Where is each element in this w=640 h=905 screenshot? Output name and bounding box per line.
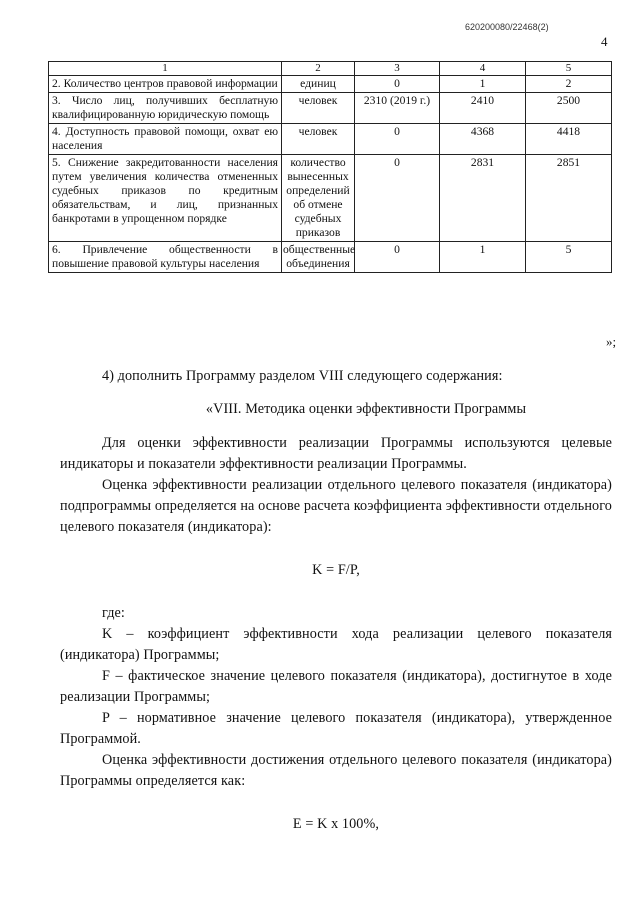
indicator-value: 0: [355, 76, 440, 93]
indicator-value: 0: [355, 124, 440, 155]
column-header: 2: [282, 62, 355, 76]
indicator-value: 0: [355, 155, 440, 242]
indicator-name: 6. Привлечение общественности в повышение правовой культуры населения: [49, 242, 282, 273]
indicator-name: 4. Доступность правовой помощи, охват ею населения: [49, 124, 282, 155]
indicator-value: 2410: [440, 93, 526, 124]
indicator-unit: количество вынесенных определений об отмене судебных приказов: [282, 155, 355, 242]
methodology-body: [60, 433, 612, 835]
column-header: 4: [440, 62, 526, 76]
page-number: 4: [601, 34, 608, 49]
column-header: 5: [526, 62, 612, 76]
indicator-value: 1: [440, 242, 526, 273]
indicator-value: 4368: [440, 124, 526, 155]
formula-e: E = K x 100%,: [292, 816, 380, 832]
paragraph: Оценка эффективности реализации отдельного целевого показателя (индикатора) подпрограммы определяется на основе расчета коэффициента эффективности отдельного целевого показателя (индикатора):: [60, 477, 612, 535]
indicator-name: 5. Снижение закредитованности населения путем увеличения количества отмененных судебных приказов по кредитным обязательствам, и лиц, признанных банкротами в упрощенном порядке: [49, 155, 282, 242]
indicator-value: 2831: [440, 155, 526, 242]
indicator-unit: человек: [282, 124, 355, 155]
indicator-value: 5: [526, 242, 612, 273]
definition-k: K – коэффициент эффективности хода реализации целевого показателя (индикатора) Программы;: [60, 626, 612, 663]
formula-k: K = F/P,: [312, 562, 360, 578]
indicator-value: 2500: [526, 93, 612, 124]
indicators-table: [48, 61, 612, 273]
amendment-paragraph: [60, 366, 612, 387]
indicator-value: 0: [355, 242, 440, 273]
indicator-value: 2851: [526, 155, 612, 242]
where-label: где:: [102, 605, 125, 621]
column-header: 3: [355, 62, 440, 76]
indicator-name: 3. Число лиц, получивших бесплатную квалифицированную юридическую помощь: [49, 93, 282, 124]
indicator-unit: общественные объединения: [282, 242, 355, 273]
column-header: 1: [49, 62, 282, 76]
amendment-text: 4) дополнить Программу разделом VIII следующего содержания:: [102, 368, 503, 384]
table-row: [49, 124, 612, 155]
indicator-value: 1: [440, 76, 526, 93]
table-row: [49, 76, 612, 93]
table-closing-quote: »;: [606, 334, 617, 349]
section-heading-block: [60, 399, 612, 420]
table-row: [49, 155, 612, 242]
indicator-value: 2310 (2019 г.): [355, 93, 440, 124]
table-row: [49, 93, 612, 124]
table-row: [49, 242, 612, 273]
document-code: 620200080/22468(2): [465, 22, 549, 32]
indicator-value: 4418: [526, 124, 612, 155]
paragraph: Для оценки эффективности реализации Программы используются целевые индикаторы и показатели эффективности реализации Программы.: [60, 435, 612, 472]
section-title: «VIII. Методика оценки эффективности Программы: [205, 401, 527, 417]
indicator-name: 2. Количество центров правовой информации: [49, 76, 282, 93]
indicator-unit: человек: [282, 93, 355, 124]
definition-f: F – фактическое значение целевого показателя (индикатора), достигнутое в ходе реализации Программы;: [60, 668, 612, 705]
paragraph: Оценка эффективности достижения отдельного целевого показателя (индикатора) Программы определяется как:: [60, 752, 612, 789]
definition-p: P – нормативное значение целевого показателя (индикатора), утвержденное Программой.: [60, 710, 612, 747]
indicator-unit: единиц: [282, 76, 355, 93]
table-header-row: [49, 62, 612, 76]
indicator-value: 2: [526, 76, 612, 93]
